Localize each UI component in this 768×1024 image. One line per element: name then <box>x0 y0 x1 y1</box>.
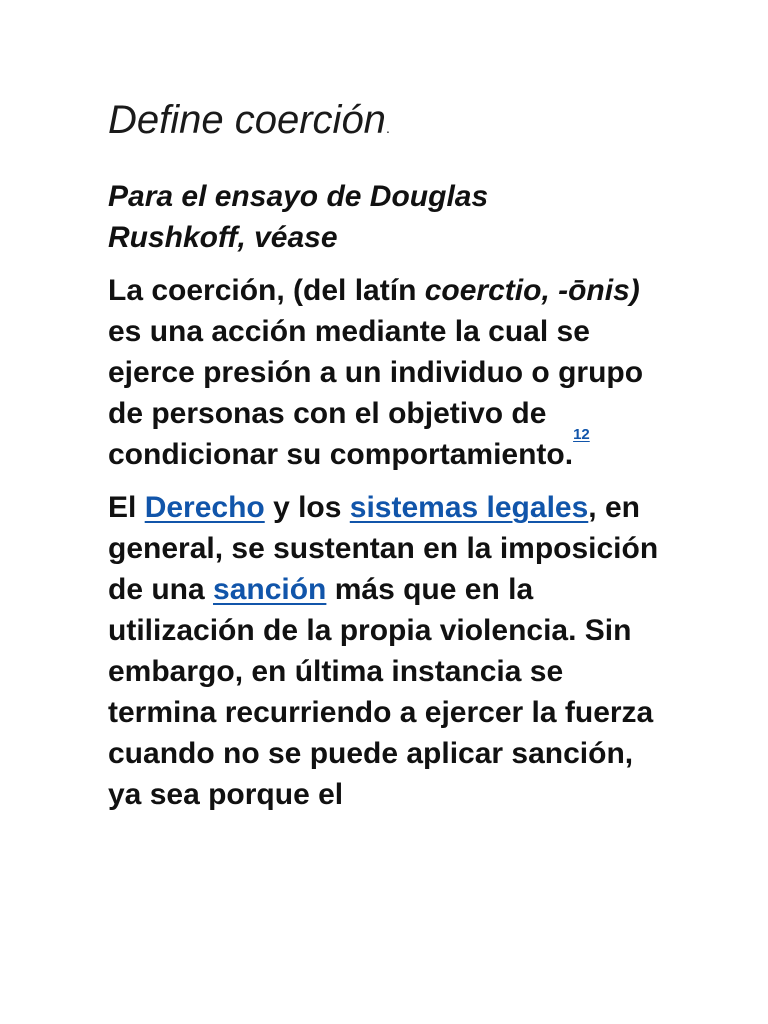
paragraph-law <box>108 487 668 815</box>
page-title-text: Define coerción <box>108 98 386 142</box>
derecho-link[interactable]: Derecho <box>144 491 265 524</box>
sistemas-legales-link[interactable]: sistemas legales <box>349 491 589 524</box>
document-page <box>108 92 668 815</box>
sancion-link[interactable]: sanción <box>213 573 327 606</box>
footnote-link[interactable]: 12 <box>573 426 590 443</box>
footnote-ref <box>573 426 590 457</box>
paragraph-law-text-a: El <box>108 491 145 524</box>
paragraph-law-text-c: , en general, se sustentan en la imposición de una <box>108 491 659 606</box>
paragraph-law-text-d: más que en la utilización de la propia violencia. Sin embargo, en última instancia se termina recurriendo a ejercer la fuerza cuando no se puede aplicar sanción, ya sea porque el <box>108 573 654 811</box>
paragraph-definition-text-a: La coerción, (del latín <box>108 274 425 307</box>
latin-term: coerctio, -ōnis) <box>424 274 640 307</box>
subtitle-line-1: Para el ensayo de Douglas <box>108 180 489 213</box>
paragraph-definition <box>108 270 668 475</box>
paragraph-law-text-b: y los <box>264 491 350 524</box>
paragraph-definition-text-b: es una acción mediante la cual se ejerce presión a un individuo o grupo de personas con el objetivo de condicionar su comportamiento. <box>108 315 644 471</box>
subtitle-line-2: Rushkoff, véase <box>108 221 338 254</box>
page-title-dot: . <box>385 120 390 136</box>
subtitle <box>108 176 668 258</box>
page-title <box>108 92 668 156</box>
